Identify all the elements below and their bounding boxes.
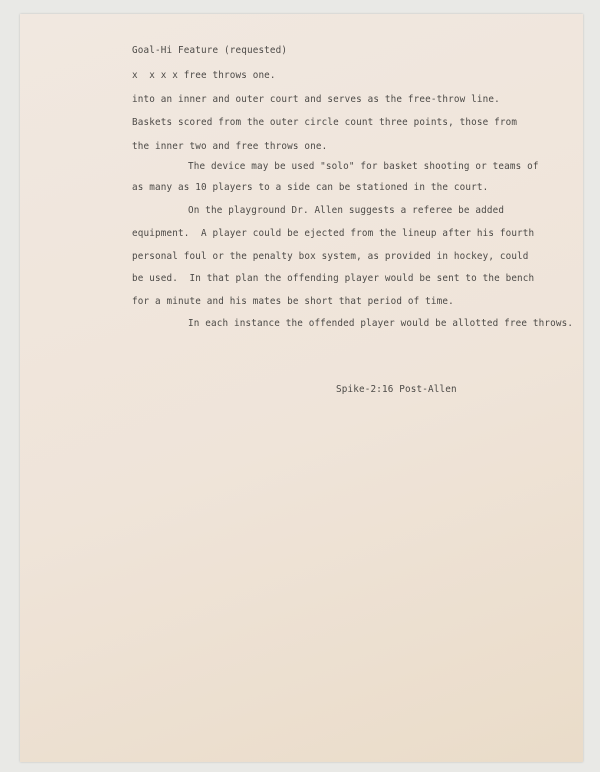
text-line: be used. In that plan the offending player would be sent to the bench [132,273,535,284]
signature-line: Spike-2:16 Post-Allen [336,384,457,395]
text-line: the inner two and free throws one. [132,141,328,152]
text-line: personal foul or the penalty box system, as provided in hockey, could [132,251,529,262]
text-line: x x x x free throws one. [132,70,276,81]
text-line: On the playground Dr. Allen suggests a referee be added [188,205,505,216]
document-header: Goal-Hi Feature (requested) [132,45,288,56]
text-line: into an inner and outer court and serves as the free-throw line. [132,94,500,105]
text-line: Baskets scored from the outer circle count three points, those from [132,117,518,128]
text-line: equipment. A player could be ejected from the lineup after his fourth [132,228,535,239]
text-line: as many as 10 players to a side can be stationed in the court. [132,182,489,193]
text-line: In each instance the offended player would be allotted free throws. [188,318,574,329]
typed-page [20,14,583,762]
text-line: for a minute and his mates be short that period of time. [132,296,454,307]
text-line: The device may be used "solo" for basket shooting or teams of [188,161,539,172]
